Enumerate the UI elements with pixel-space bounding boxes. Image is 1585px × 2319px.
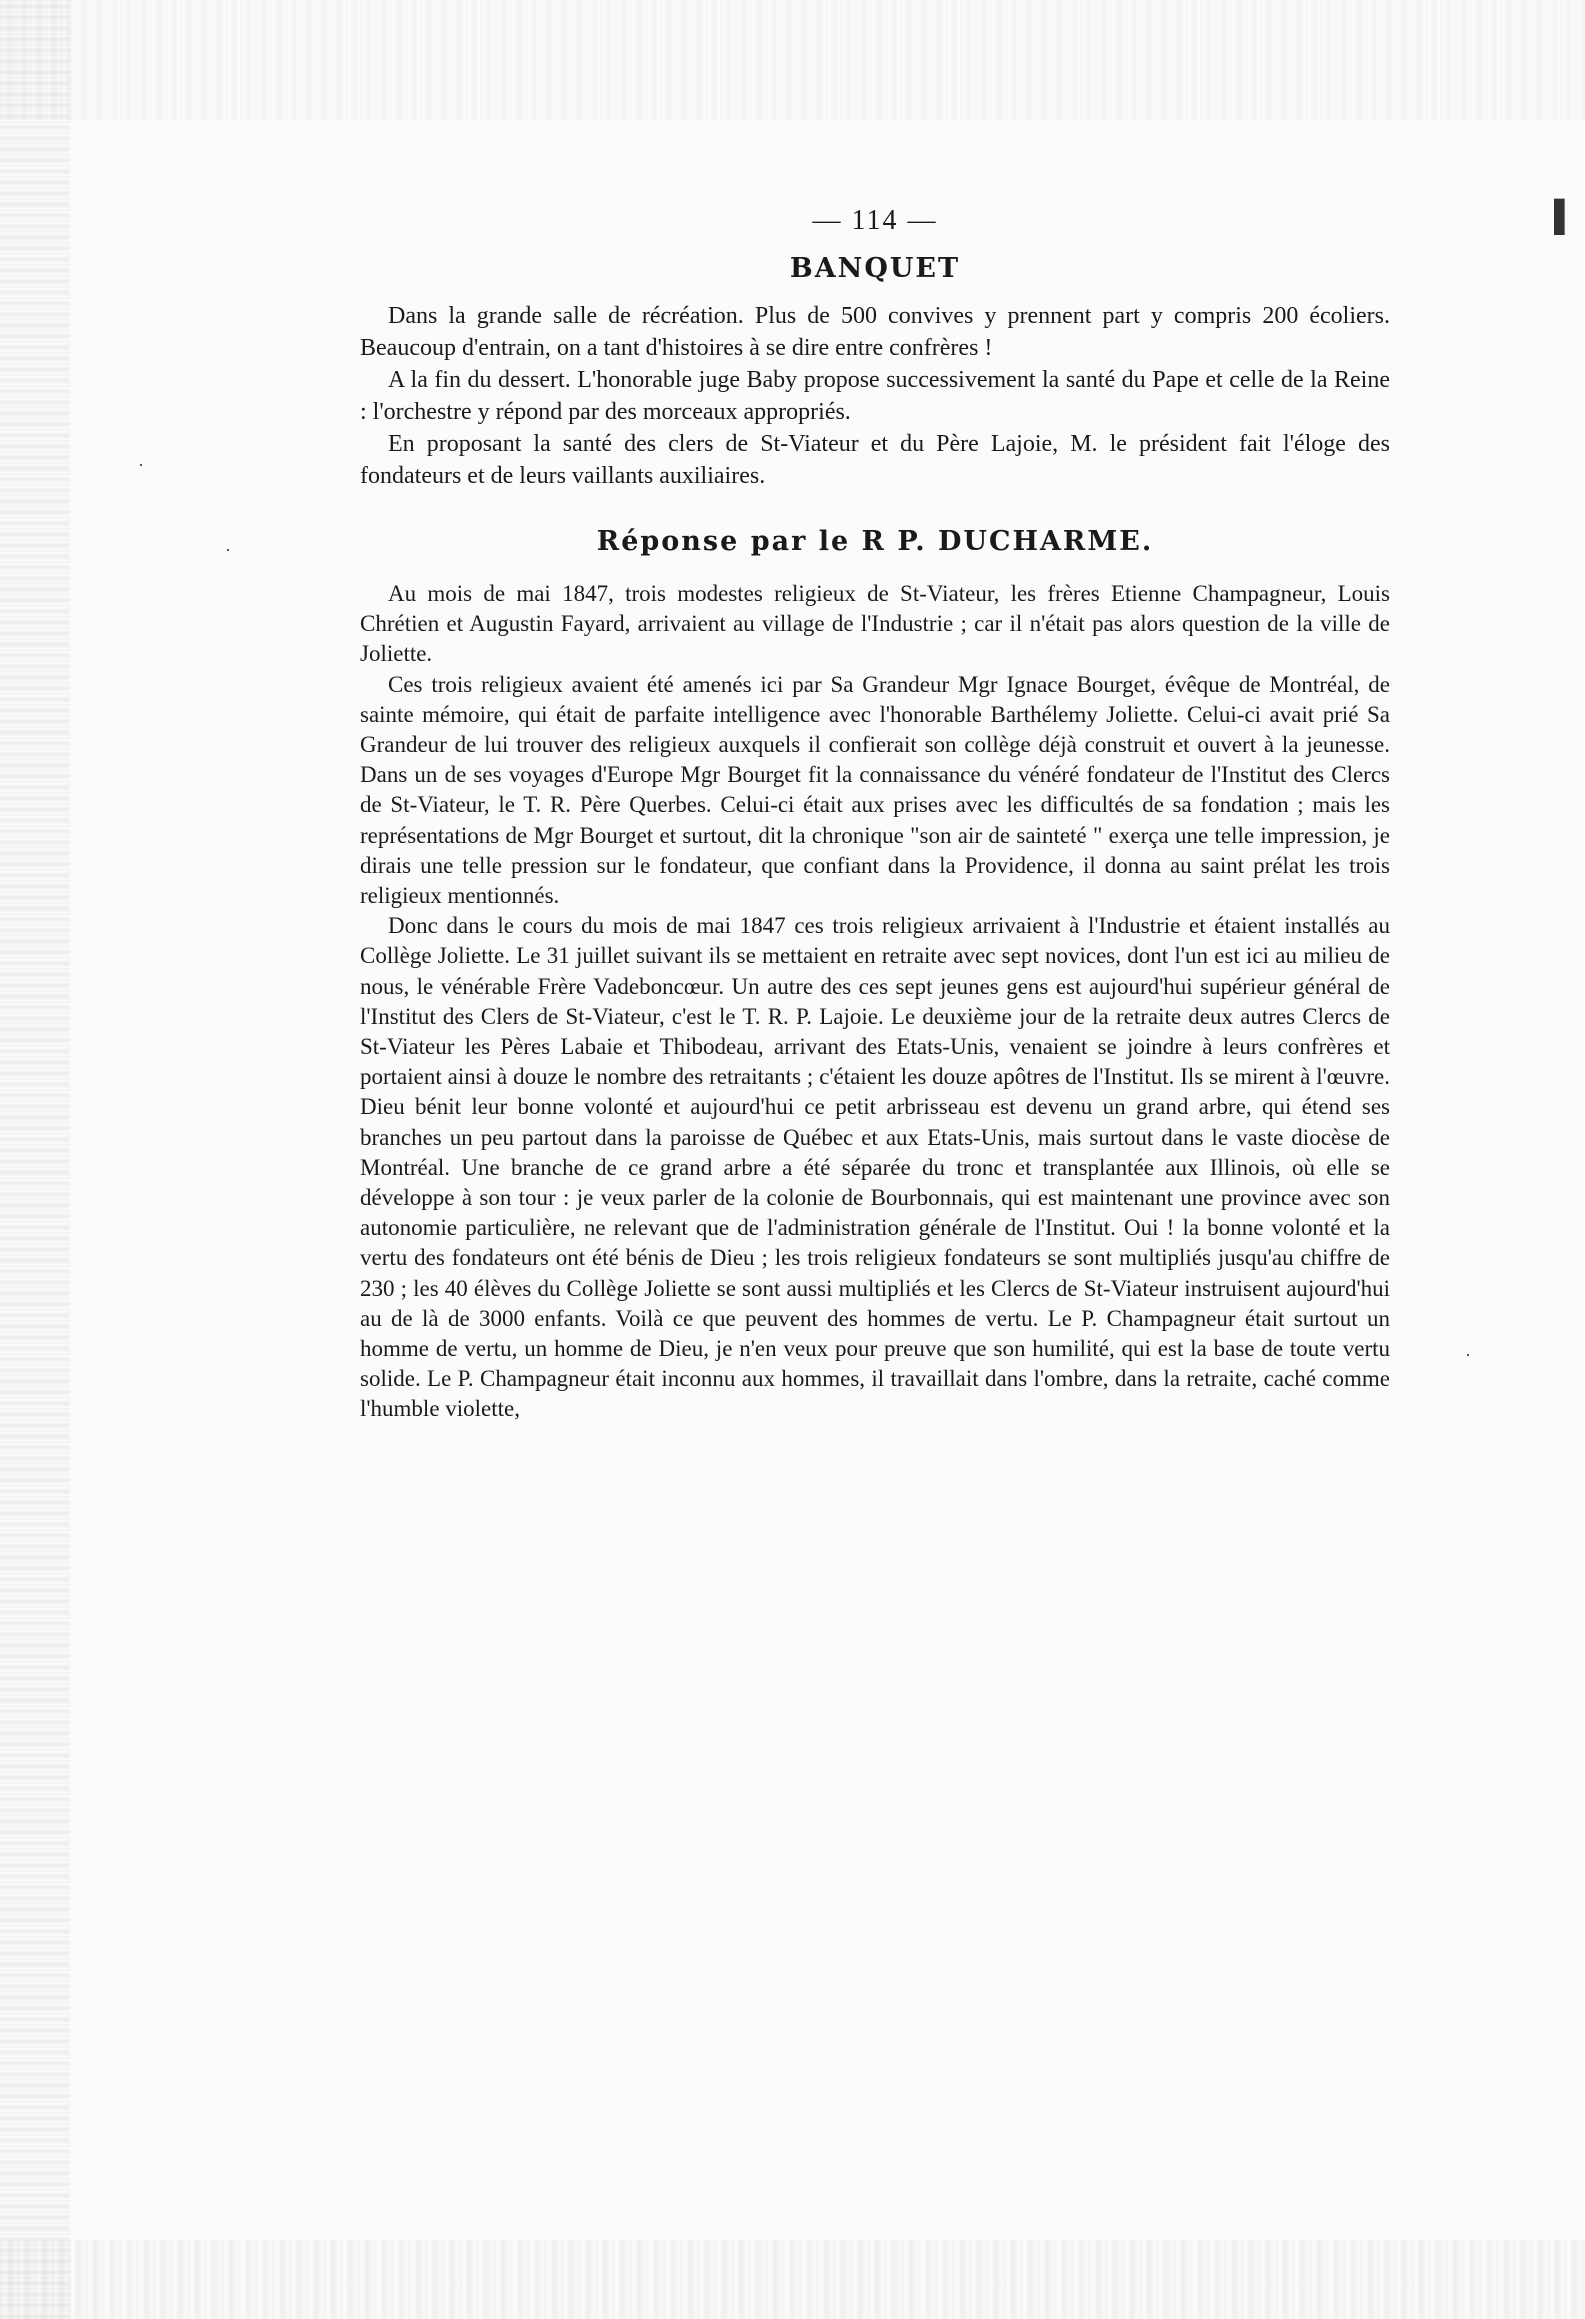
ink-speck: · bbox=[138, 455, 144, 475]
paragraph: Au mois de mai 1847, trois modestes religieux de St-Viateur, les frères Etienne Champagneur, Louis Chrétien et Augustin Fayard, arrivaient au village de l'Industrie ; car il n'était pas alors question de la ville de Joliette. bbox=[360, 581, 1390, 667]
section-title-reponse: Réponse par le R P. DUCHARME. bbox=[596, 526, 1154, 557]
document-page bbox=[360, 205, 1390, 1425]
paragraph: A la fin du dessert. L'honorable juge Baby propose successivement la santé du Pape et celle de la Reine : l'orchestre y répond par des morceaux appropriés. bbox=[360, 367, 1390, 425]
paragraph: En proposant la santé des clers de St-Viateur et du Père Lajoie, M. le président fait l'éloge des fondateurs et de leurs vaillants auxiliaires. bbox=[360, 431, 1390, 489]
scan-noise-left bbox=[0, 0, 70, 2319]
ink-speck: · bbox=[1465, 1345, 1471, 1365]
page-number: — 114 — bbox=[812, 205, 938, 236]
scan-noise-top bbox=[0, 0, 1585, 120]
paragraph: Ces trois religieux avaient été amenés ici par Sa Grandeur Mgr Ignace Bourget, évêque de Montréal, de sainte mémoire, qui était de parfaite intelligence avec l'honorable Barthélemy Joliette. Celui-ci avait prié Sa Grandeur de lui trouver des religieux auxquels il confierait son collège déjà construit et ouvert à la jeunesse. Dans un de ses voyages d'Europe Mgr Bourget fit la connaissance du vénéré fondateur de l'Institut des Clercs de St-Viateur, le T. R. Père Querbes. Celui-ci était aux prises avec les difficultés de sa fondation ; mais les représentations de Mgr Bourget et surtout, dit la chronique "son air de sainteté " exerça une telle impression, je dirais une telle pression sur le fondateur, que confiant dans la Providence, il donna au saint prélat les trois religieux mentionnés. bbox=[360, 671, 1390, 909]
ink-speck: · bbox=[225, 540, 231, 560]
ink-speck: ▌ bbox=[1554, 200, 1576, 233]
paragraph: Donc dans le cours du mois de mai 1847 ces trois religieux arrivaient à l'Industrie et étaient installés au Collège Joliette. Le 31 juillet suivant ils se mettaient en retraite avec sept novices, dont l'un est ici au milieu de nous, le vénérable Frère Vadeboncœur. Un autre des ces sept jeunes gens est aujourd'hui supérieur général de l'Institut des Clers de St-Viateur, c'est le T. R. P. Lajoie. Le deuxième jour de la retraite deux autres Clercs de St-Viateur les Pères Labaie et Thibodeau, arrivant des Etats-Unis, venaient se joindre à leurs confrères et portaient ainsi à douze le nombre des retraitants ; c'étaient les douze apôtres de l'Institut. Ils se mirent à l'œuvre. Dieu bénit leur bonne volonté et aujourd'hui ce petit arbrisseau est devenu un grand arbre, qui étend ses branches un peu partout dans la paroisse de Québec et aux Etats-Unis, mais surtout dans le vaste diocèse de Montréal. Une branche de ce grand arbre a été séparée du tronc et transplantée aux Illinois, où elle se développe à son tour : je veux parler de la colonie de Bourbonnais, qui est maintenant une province avec son autonomie particulière, ne relevant que de l'administration générale de l'Institut. Oui ! la bonne volonté et la vertu des fondateurs ont été bénis de Dieu ; les trois religieux fondateurs se sont multipliés jusqu'au chiffre de 230 ; les 40 élèves du Collège Joliette se sont aussi multipliés et les Clercs de St-Viateur instruisent aujourd'hui au de là de 3000 enfants. Voilà ce que peuvent des hommes de vertu. Le P. Champagneur était surtout un homme de vertu, un homme de Dieu, je n'en veux pour preuve que son humilité, qui est la base de toute vertu solide. Le P. Champagneur était inconnu aux hommes, il travaillait dans l'ombre, dans la retraite, caché comme l'humble violette, bbox=[360, 913, 1390, 1422]
scan-noise-bottom bbox=[0, 2240, 1585, 2319]
reponse-section bbox=[360, 526, 1390, 1425]
paragraph: Dans la grande salle de récréation. Plus de 500 convives y prennent part y compris 200 écoliers. Beaucoup d'entrain, on a tant d'histoires à se dire entre confrères ! bbox=[360, 303, 1390, 361]
banquet-section bbox=[360, 253, 1390, 492]
section-title-banquet: BANQUET bbox=[789, 253, 961, 284]
